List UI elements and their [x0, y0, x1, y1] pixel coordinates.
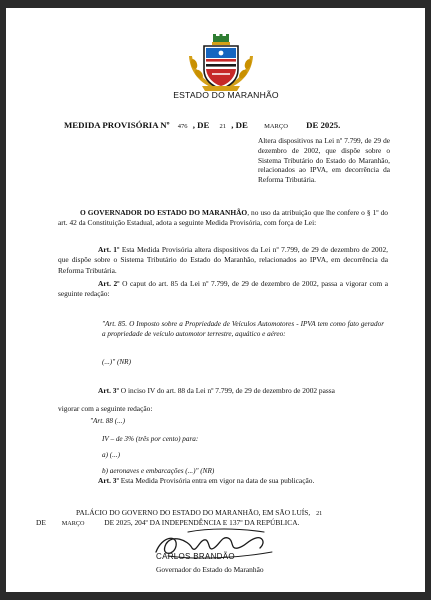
- article-3-text: O inciso IV do art. 88 da Lei nº 7.799, de 29 de dezembro de 2002 passa: [118, 386, 335, 395]
- preamble-bold: O GOVERNADOR DO ESTADO DO MARANHÃO: [80, 208, 248, 217]
- article-3-label: Art. 3º: [98, 386, 119, 395]
- article-4-text: Esta Medida Provisória entra em vigor na data de sua publicação.: [118, 476, 315, 485]
- mp-sep1: , DE: [192, 120, 210, 130]
- quote-art-88-l3: a) (...): [102, 451, 120, 459]
- document-page: [6, 8, 425, 592]
- article-3: [58, 386, 388, 396]
- article-4: [58, 476, 388, 486]
- closing-month: MARÇO: [61, 520, 85, 527]
- article-2-label: Art. 2º: [98, 279, 120, 288]
- article-2: [58, 279, 388, 300]
- signatory-name: CARLOS BRANDÃO: [156, 552, 235, 561]
- closing-line-1: [76, 508, 322, 517]
- article-1: [58, 245, 388, 276]
- state-title: ESTADO DO MARANHÃO: [173, 90, 279, 100]
- article-4-label: Art. 3º: [98, 476, 119, 485]
- article-1-text: Esta Medida Provisória altera dispositivos da Lei nº 7.799, de 29 de dezembro de 2002, que dispõe sobre o Sistema Tributário do Estado do Maranhão, relacionados ao IPVA, em decorrência da Reforma Tributária.: [58, 245, 388, 275]
- quote-art-88-l2: IV – de 3% (três por cento) para:: [102, 435, 199, 443]
- article-2-text: O caput do art. 85 da Lei nº 7.799, de 29 de dezembro de 2002, passa a vigorar com a seguinte redação:: [58, 279, 388, 299]
- quote-art-88-l1: "Art. 88 (...): [90, 417, 125, 425]
- closing-de: DE: [36, 518, 46, 527]
- closing-place: PALÁCIO DO GOVERNO DO ESTADO DO MARANHÃO, EM SÃO LUÍS,: [76, 508, 311, 517]
- mp-year: DE 2025.: [306, 120, 341, 130]
- ementa: Altera dispositivos na Lei nº 7.799, de 29 de dezembro de 2002, que dispõe sobre o Sistema Tributário do Estado do Maranhão, relacionados ao IPVA, em decorrência da Reforma Tributária.: [258, 136, 390, 185]
- mp-number: 476: [177, 123, 188, 130]
- quote-art-85-tail: (...)" (NR): [102, 358, 131, 366]
- mp-sep2: , DE: [231, 120, 248, 130]
- preamble: [58, 208, 388, 229]
- article-3-continuation: vigorar com a seguinte redação:: [58, 404, 153, 413]
- mp-prefix: MEDIDA PROVISÓRIA Nº: [64, 120, 170, 130]
- signatory-role: Governador do Estado do Maranhão: [156, 565, 264, 574]
- closing-year-line: DE 2025, 204º DA INDEPENDÊNCIA E 137º DA REPÚBLICA.: [104, 518, 300, 527]
- preamble-rest: , no uso da atribuição que lhe confere o § 1º do art. 42 da Constituição Estadual, adota a seguinte Medida Provisória, com força de Lei:: [58, 208, 388, 228]
- closing-day: 21: [316, 510, 323, 517]
- mp-day: 21: [219, 123, 227, 130]
- mp-month: MARÇO: [264, 123, 288, 130]
- mp-title-line: [64, 120, 384, 130]
- maranhao-coat-of-arms-icon: [182, 34, 260, 92]
- article-1-label: Art. 1º: [98, 245, 120, 254]
- quote-art-88-l4: b) aeronaves e embarcações (...)" (NR): [102, 467, 215, 475]
- quote-art-85: "Art. 85. O Imposto sobre a Propriedade de Veículos Automotores - IPVA tem como fato gerador a propriedade de veículo automotor terrestre, aquático e aéreo:: [102, 320, 384, 339]
